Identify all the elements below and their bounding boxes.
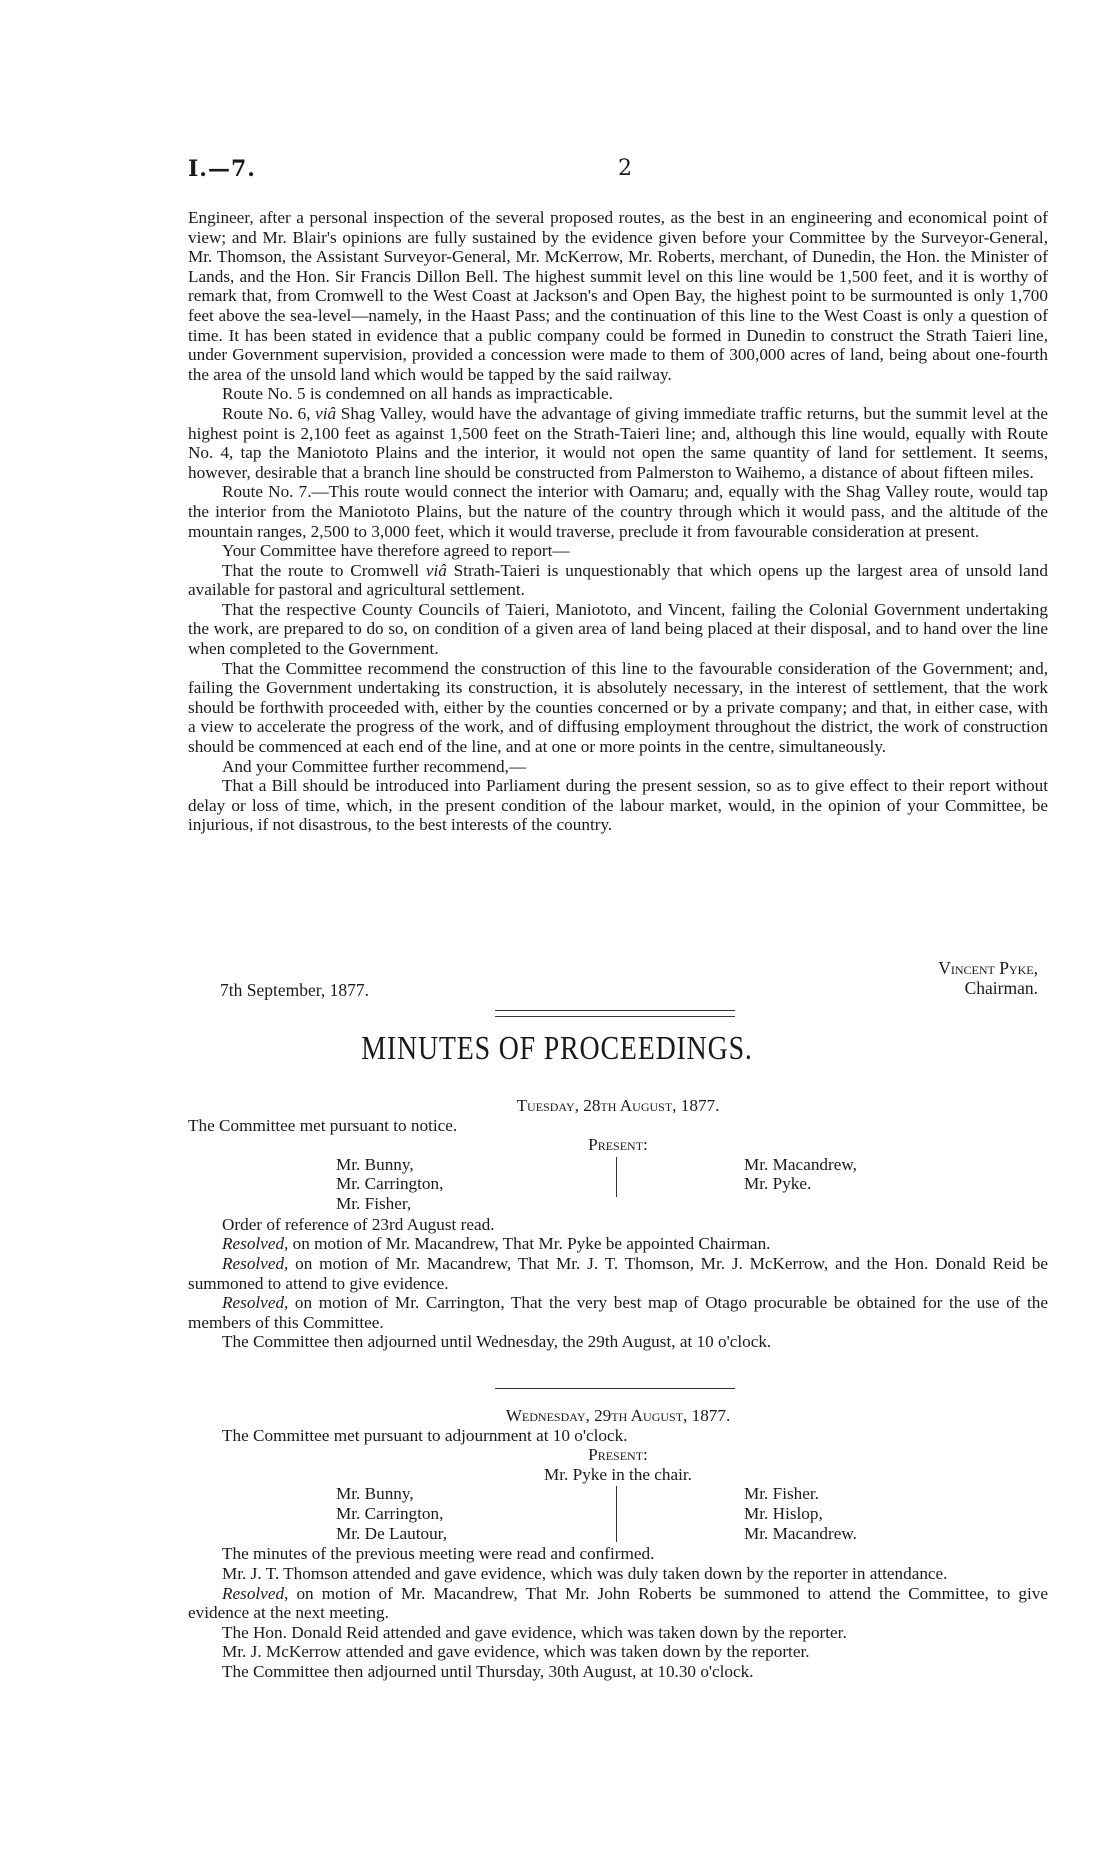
report-paragraph: Route No. 7.—This route would connect the interior with Oamaru; and, equally with the Shag Valley route, would tap the interior from the Maniototo Plains, but the nature of the country through which it would pass, and the altitude of the mountain ranges, 2,500 to 3,000 feet, which it would traverse, preclude it from favourable consideration at present. <box>188 482 1048 541</box>
text-run: on motion of Mr. Macandrew, That Mr. John Roberts be summoned to attend the Committee, to give evidence at the next meeting. <box>188 1583 1048 1623</box>
italic-text: viâ <box>425 560 447 580</box>
minutes-entry: The minutes of the previous meeting were read and confirmed. <box>222 1544 655 1564</box>
member: Mr. Macandrew. <box>744 1523 857 1543</box>
report-paragraph <box>188 561 1048 600</box>
member: Mr. Carrington, <box>336 1174 444 1194</box>
resolved-label: Resolved, <box>222 1234 289 1254</box>
minutes-entry: The Committee then adjourned until Wednesday, the 29th August, at 10 o'clock. <box>222 1332 772 1352</box>
meeting-date: Wednesday, 29th August, 1877. <box>505 1406 731 1425</box>
report-paragraph: Engineer, after a personal inspection of the several proposed routes, as the best in an engineering and economical point of view; and Mr. Blair's opinions are fully sustained by the evidence given before your Committee by the Surveyor-General, Mr. Thomson, the Assistant Surveyor-General, Mr. McKerrow, Mr. Roberts, merchant, of Dunedin, the Hon. the Minister of Lands, and the Hon. Sir Francis Dillon Bell. The highest summit level on this line would be 1,500 feet, and it is worthy of remark that, from Cromwell to the West Coast at Jackson's and Open Bay, the highest point to be surmounted is only 1,700 feet above the sea-level—namely, in the Haast Pass; and the continuation of this line to the West Coast is only a question of time. It has been stated in evidence that a public company could be formed in Dunedin to construct the Strath Taieri line, under Government supervision, provided a concession were made to them of 300,000 acres of land, being about one-fourth the area of the unsold land which would be tapped by the said railway. <box>188 208 1048 384</box>
meeting-1 <box>188 1096 1048 1352</box>
text-run: Strath-Taieri is unquestionably that which opens up the largest area of unsold land available for pastoral and agricultural settlement. <box>188 560 1048 600</box>
member: Mr. Bunny, <box>336 1154 414 1174</box>
report-date: 7th September, 1877. <box>220 980 369 1000</box>
member: Mr. Fisher. <box>744 1484 819 1504</box>
attendance-right <box>744 1155 857 1194</box>
meeting-2 <box>188 1406 1048 1682</box>
report-paragraph: And your Committee further recommend,— <box>222 756 527 776</box>
attendance-left <box>336 1484 447 1543</box>
section-title: MINUTES OF PROCEEDINGS. <box>361 1030 753 1067</box>
report-paragraph: Route No. 5 is condemned on all hands as impracticable. <box>222 384 613 404</box>
meeting-date: Tuesday, 28th August, 1877. <box>516 1096 720 1115</box>
signature-block <box>938 958 1038 998</box>
minutes-entry: The Committee then adjourned until Thursday, 30th August, at 10.30 o'clock. <box>222 1661 754 1681</box>
resolved-label: Resolved, <box>222 1583 289 1603</box>
document-code: I.—7. <box>188 156 256 182</box>
minutes-entry: Mr. J. McKerrow attended and gave evidence, which was taken down by the reporter. <box>222 1642 810 1662</box>
divider <box>495 1010 735 1017</box>
text-run: on motion of Mr. Carrington, That the very best map of Otago procurable be obtained for the use of the members of this Committee. <box>188 1293 1048 1332</box>
meeting-opening: The Committee met pursuant to adjournment at 10 o'clock. <box>222 1425 628 1445</box>
attendance-divider <box>616 1486 617 1542</box>
attendance-list <box>188 1484 1048 1544</box>
present-label: Present: <box>588 1445 648 1465</box>
report-paragraph: Your Committee have therefore agreed to report— <box>222 541 570 561</box>
attendance-list <box>188 1155 1048 1215</box>
resolution <box>188 1293 1048 1332</box>
text-run: on motion of Mr. Macandrew, That Mr. J. T. Thomson, Mr. J. McKerrow, and the Hon. Donald Reid be summoned to attend to give evidence. <box>188 1253 1048 1293</box>
text-run: Shag Valley, would have the advantage of giving immediate traffic returns, but the summit level at the highest point is 2,100 feet as against 1,500 feet on the Strath-Taieri line; and, although this line would, equally with Route No. 4, tap the Maniototo Plains and the interior, it would not open the same quantity of land for settlement. It seems, however, desirable that a branch line should be constructed from Palmerston to Waihemo, a distance of about fifteen miles. <box>188 403 1048 482</box>
minutes-entry: Order of reference of 23rd August read. <box>222 1214 495 1234</box>
resolution <box>188 1584 1048 1623</box>
member: Mr. Carrington, <box>336 1503 444 1523</box>
minutes-entry: The Hon. Donald Reid attended and gave evidence, which was taken down by the reporter. <box>222 1622 847 1642</box>
text-run: Route No. 6, <box>222 403 316 423</box>
attendance-right <box>744 1484 857 1543</box>
page-header <box>188 156 964 186</box>
member: Mr. Bunny, <box>336 1484 414 1504</box>
attendance-left <box>336 1155 443 1214</box>
resolved-label: Resolved, <box>222 1253 289 1273</box>
resolution <box>188 1234 1048 1254</box>
member: Mr. Hislop, <box>744 1503 823 1523</box>
signatory-title: Chairman. <box>964 978 1038 998</box>
text-run: That the route to Cromwell <box>222 560 426 580</box>
chair-line: Mr. Pyke in the chair. <box>544 1464 692 1484</box>
member: Mr. Pyke. <box>744 1174 812 1194</box>
resolved-label: Resolved, <box>222 1293 289 1313</box>
report-paragraph: That the respective County Councils of Taieri, Maniototo, and Vincent, failing the Colonial Government undertaking the work, are prepared to do so, on condition of a given area of land being placed at their disposal, and to hand over the line when completed to the Government. <box>188 599 1048 659</box>
page-number: 2 <box>618 156 632 181</box>
meeting-opening: The Committee met pursuant to notice. <box>188 1115 458 1135</box>
member: Mr. Fisher, <box>336 1193 412 1213</box>
minutes-entry: Mr. J. T. Thomson attended and gave evidence, which was duly taken down by the reporter in attendance. <box>222 1563 948 1583</box>
member: Mr. Macandrew, <box>744 1154 857 1174</box>
italic-text: viâ <box>315 403 337 423</box>
present-label: Present: <box>588 1135 648 1155</box>
report-body <box>188 208 1048 835</box>
report-paragraph <box>188 404 1048 482</box>
report-paragraph: That a Bill should be introduced into Parliament during the present session, so as to give effect to their report without delay or loss of time, which, in the present condition of the labour market, would, in the opinion of your Committee, be injurious, if not disastrous, to the best interests of the country. <box>188 776 1048 835</box>
text-run: on motion of Mr. Macandrew, That Mr. Pyke be appointed Chairman. <box>288 1234 771 1254</box>
resolution <box>188 1254 1048 1293</box>
signatory-name: Vincent Pyke, <box>938 958 1038 978</box>
report-paragraph: That the Committee recommend the construction of this line to the favourable consideration of the Government; and, failing the Government undertaking its construction, it is absolutely necessary, in the interest of settlement, that the work should be forthwith proceeded with, either by the counties concerned or by a private company; and that, in either case, with a view to accelerate the progress of the work, and of diffusing employment throughout the district, the work of construction should be commenced at each end of the line, and at one or more points in the centre, simultaneously. <box>188 658 1048 757</box>
member: Mr. De Lautour, <box>336 1523 448 1543</box>
attendance-divider <box>616 1157 617 1197</box>
divider <box>495 1388 735 1389</box>
